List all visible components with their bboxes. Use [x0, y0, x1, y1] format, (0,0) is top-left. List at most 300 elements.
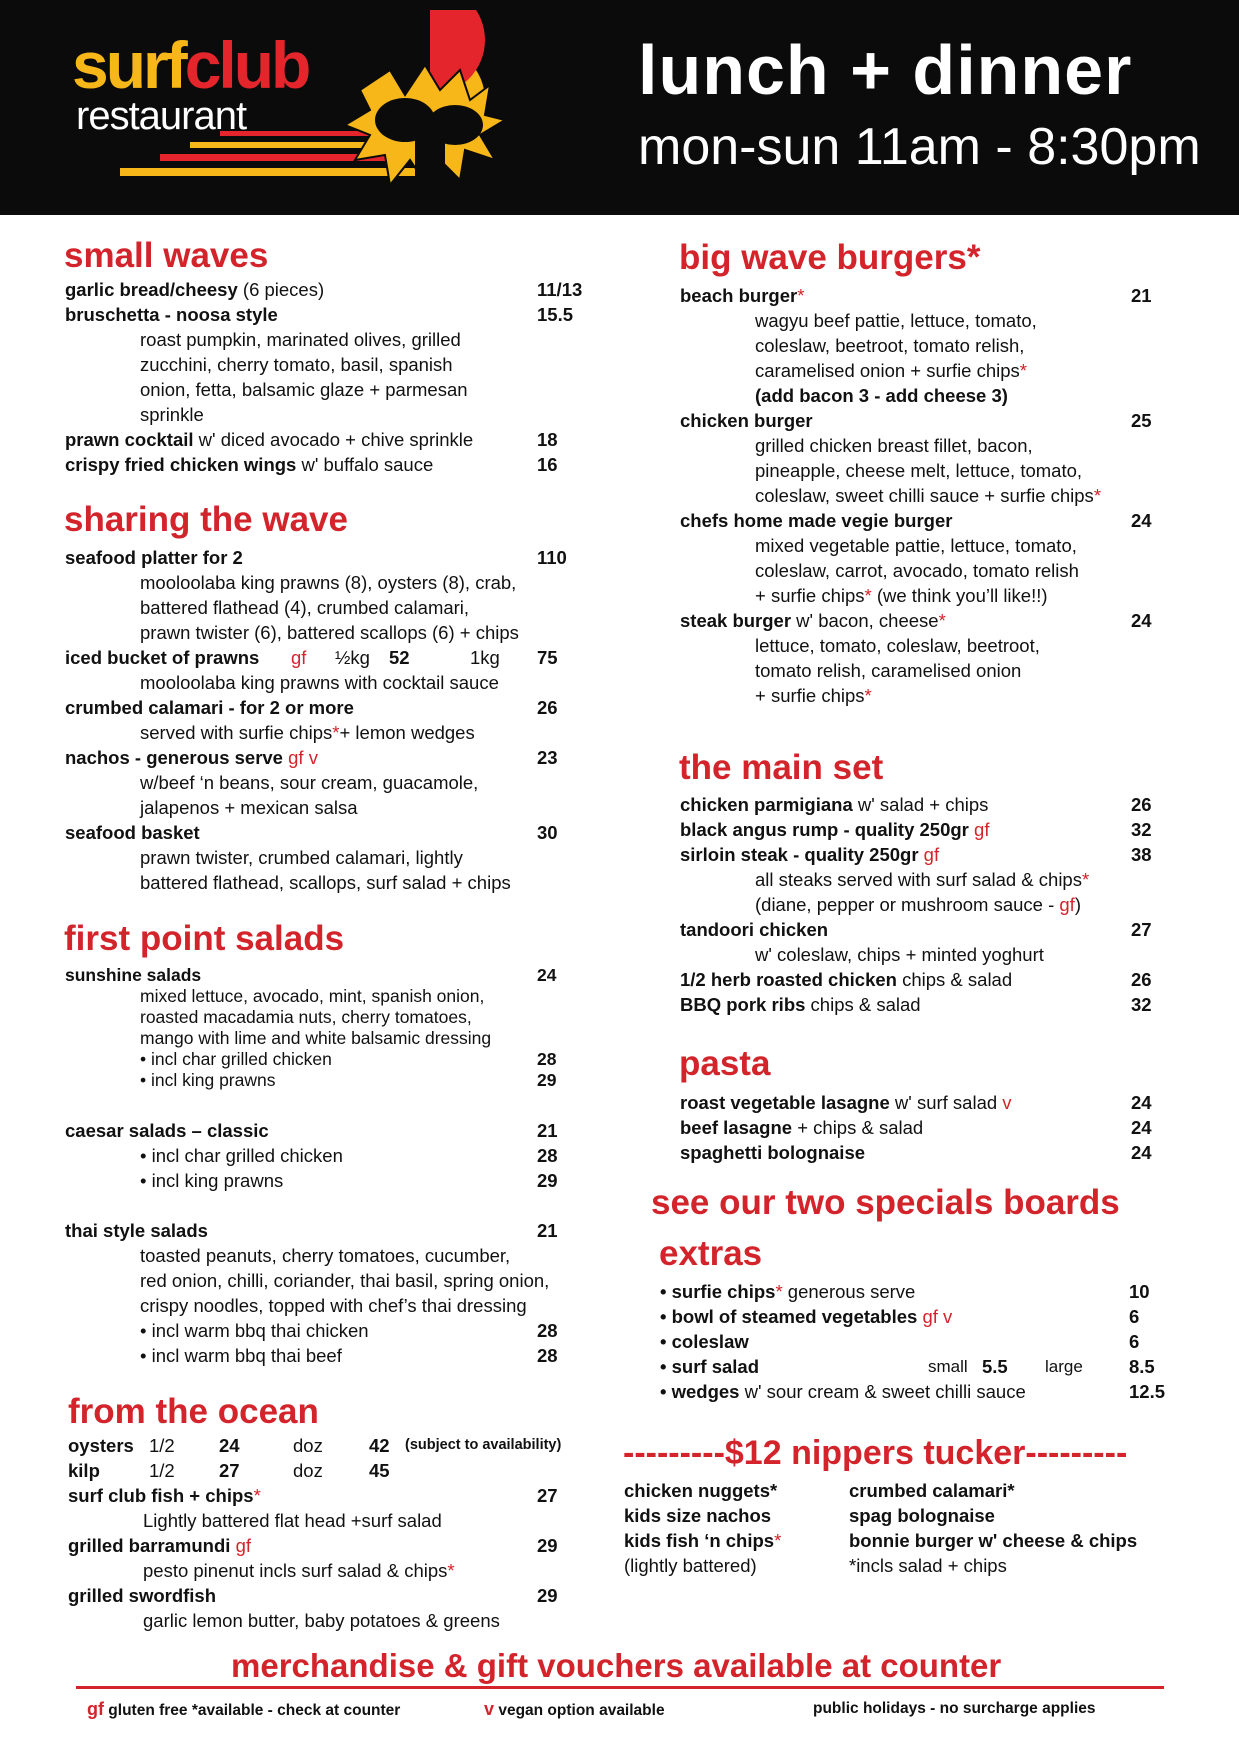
item-text: seafood basket [65, 822, 200, 843]
item-text: • wedges [660, 1381, 740, 1402]
item-cell: (subject to availability) [405, 1437, 562, 1453]
item-text: 1/2 herb roasted chicken [680, 969, 897, 990]
item-text: pineapple, cheese melt, lettuce, tomato, [755, 460, 1083, 481]
item-description [65, 845, 605, 870]
gluten-free-legend [87, 1698, 400, 1722]
item-cell: large [1045, 1357, 1083, 1376]
item-text: prawn twister, crumbed calamari, lightly [140, 847, 463, 868]
menu-item [65, 302, 605, 327]
item-description [680, 942, 1200, 967]
item-price: 24 [1131, 1092, 1152, 1113]
item-description [65, 377, 605, 402]
menu-item [680, 917, 1200, 942]
item-price: 27 [1131, 919, 1152, 940]
menu-item [680, 408, 1200, 433]
item-price: 29 [537, 1070, 557, 1090]
item-text: w' sour cream & sweet chilli sauce [739, 1381, 1026, 1402]
item-price: 6 [1129, 1306, 1140, 1327]
item-text: + lemon wedges [339, 722, 475, 743]
item-text: surf club fish + chips [68, 1485, 254, 1506]
menu-item [660, 1379, 1200, 1404]
item-description [65, 870, 605, 895]
item-cell: 24 [219, 1435, 240, 1456]
item-price: 23 [537, 747, 558, 768]
item-text: w' surf salad [889, 1092, 1003, 1113]
item-price: 21 [537, 1220, 558, 1241]
item-text: mixed vegetable pattie, lettuce, tomato, [755, 535, 1077, 556]
item-description [65, 1293, 605, 1318]
item-text: mooloolaba king prawns (8), oysters (8), crab, [140, 572, 517, 593]
dietary-mark: gf [235, 1535, 251, 1556]
item-price: 27 [537, 1485, 558, 1506]
item-price: 10 [1129, 1281, 1150, 1302]
section-caesar-salads [65, 1118, 605, 1193]
menu-item [680, 608, 1200, 633]
item-price: 28 [537, 1320, 558, 1341]
dietary-mark: gf v [922, 1306, 953, 1327]
item-text: coleslaw, beetroot, tomato relish, [755, 335, 1025, 356]
section-sharing-the-wave [65, 545, 605, 895]
item-text: roast vegetable lasagne [680, 1092, 890, 1113]
item-cell: 5.5 [982, 1356, 1008, 1377]
menu-item [680, 842, 1200, 867]
heading-small-waves: small waves [64, 236, 269, 275]
item-text: bonnie burger w' cheese & chips [849, 1530, 1138, 1551]
dietary-mark: * [1019, 360, 1027, 381]
item-text: nachos - generous serve [65, 747, 289, 768]
menu-item [660, 1279, 1200, 1304]
logo-club: club [184, 28, 309, 102]
item-text: crumbed calamari* [849, 1480, 1015, 1501]
item-description [680, 383, 1200, 408]
item-text: lettuce, tomato, coleslaw, beetroot, [755, 635, 1040, 656]
section-thai-salads [65, 1218, 605, 1368]
menu-item [65, 695, 605, 720]
item-price: 25 [1131, 410, 1152, 431]
item-text: w' diced avocado + chive sprinkle [193, 429, 474, 450]
nippers-left-list [624, 1478, 844, 1578]
item-description [65, 1070, 605, 1091]
item-text: + chips & salad [792, 1117, 924, 1138]
dietary-mark: v [1002, 1092, 1012, 1113]
menu-item [849, 1553, 1179, 1578]
heading-the-main-set: the main set [679, 748, 884, 787]
item-price: 32 [1131, 994, 1152, 1015]
item-text: garlic bread/cheesy [65, 279, 238, 300]
menu-item [849, 1503, 1179, 1528]
item-description [65, 1268, 605, 1293]
item-cell: 1/2 [149, 1460, 175, 1481]
item-description [65, 1343, 605, 1368]
item-text: • incl warm bbq thai beef [140, 1345, 342, 1366]
item-text: served with surfie chips [140, 722, 333, 743]
menu-item [65, 965, 605, 986]
item-description [680, 583, 1200, 608]
dietary-mark: * [938, 610, 946, 631]
item-description [65, 670, 605, 695]
item-text: tandoori chicken [680, 919, 829, 940]
item-text: (lightly battered) [624, 1555, 757, 1576]
item-description [65, 1318, 605, 1343]
item-description [680, 458, 1200, 483]
item-text: • incl warm bbq thai chicken [140, 1320, 369, 1341]
menu-item [65, 745, 605, 770]
item-description [680, 308, 1200, 333]
menu-item [65, 452, 605, 477]
menu-item-multi-price [68, 1458, 608, 1483]
item-text: • incl char grilled chicken [140, 1145, 343, 1166]
item-text: Lightly battered flat head +surf salad [143, 1510, 442, 1531]
item-price: 24 [1131, 610, 1152, 631]
item-text: thai style salads [65, 1220, 208, 1241]
menu-item-multi-price [65, 645, 605, 670]
item-price: 26 [1131, 794, 1152, 815]
section-sunshine-salads [65, 965, 605, 1091]
item-description [65, 770, 605, 795]
footer-divider [76, 1686, 1164, 1689]
item-price: 30 [537, 822, 558, 843]
gf-mark: gf [87, 1699, 104, 1719]
item-text: pesto pinenut incls surf salad & chips [143, 1560, 448, 1581]
item-text: chefs home made vegie burger [680, 510, 953, 531]
vegan-legend-text: vegan option available [494, 1702, 665, 1719]
heading-nippers-tucker: ---------$12 nippers tucker--------- [623, 1434, 1128, 1472]
heading-sharing-the-wave: sharing the wave [64, 500, 348, 539]
item-description [68, 1608, 608, 1633]
item-text: chicken parmigiana [680, 794, 853, 815]
menu-item [680, 967, 1200, 992]
item-text: battered flathead (4), crumbed calamari, [140, 597, 470, 618]
item-text: battered flathead, scallops, surf salad + chips [140, 872, 511, 893]
merchandise-notice: merchandise & gift vouchers available at counter [231, 1647, 1002, 1684]
item-cell: 1kg [470, 647, 500, 668]
item-text: onion, fetta, balsamic glaze + parmesan [140, 379, 468, 400]
item-text: w' salad + chips [852, 794, 989, 815]
item-description [65, 720, 605, 745]
item-description [65, 795, 605, 820]
item-description [680, 358, 1200, 383]
item-text: chicken burger [680, 410, 813, 431]
item-text: generous serve [782, 1281, 916, 1302]
item-description [680, 558, 1200, 583]
item-description [680, 533, 1200, 558]
heading-pasta: pasta [679, 1044, 771, 1083]
item-price: 21 [537, 1120, 558, 1141]
item-text: roast pumpkin, marinated olives, grilled [140, 329, 461, 350]
item-text: beef lasagne [680, 1117, 793, 1138]
dietary-mark: gf [1059, 894, 1075, 915]
item-description [680, 683, 1200, 708]
item-description [65, 620, 605, 645]
item-cell: iced bucket of prawns [65, 647, 260, 668]
menu-item [680, 992, 1200, 1017]
item-description [65, 570, 605, 595]
menu-item [65, 1118, 605, 1143]
item-text: BBQ pork ribs [680, 994, 806, 1015]
item-description [65, 595, 605, 620]
item-description [65, 327, 605, 352]
menu-item [65, 820, 605, 845]
section-small-waves [65, 277, 605, 477]
item-description [680, 333, 1200, 358]
section-burgers [680, 283, 1200, 708]
item-text: seafood platter for 2 [65, 547, 243, 568]
menu-item [68, 1533, 608, 1558]
item-price: 24 [1131, 1142, 1152, 1163]
menu-item [68, 1583, 608, 1608]
item-text: coleslaw, sweet chilli sauce + surfie chips [755, 485, 1094, 506]
item-description [65, 402, 605, 427]
item-description [65, 1049, 605, 1070]
section-pasta [680, 1090, 1200, 1165]
item-text: w' bacon, cheese [791, 610, 939, 631]
item-price: 24 [1131, 1117, 1152, 1138]
item-cell: 27 [219, 1460, 240, 1481]
dietary-mark: gf v [288, 747, 318, 768]
heading-extras: extras [659, 1234, 763, 1273]
item-text: crispy fried chicken wings [65, 454, 297, 475]
item-price: 28 [537, 1145, 558, 1166]
item-description [680, 867, 1200, 892]
dietary-mark: * [775, 1281, 783, 1302]
item-text: toasted peanuts, cherry tomatoes, cucumber, [140, 1245, 511, 1266]
menu-item [624, 1528, 844, 1553]
item-text: mixed lettuce, avocado, mint, spanish onion, [140, 986, 485, 1006]
item-cell: 52 [389, 647, 410, 668]
item-text: w' coleslaw, chips + minted yoghurt [755, 944, 1044, 965]
item-text: sunshine salads [65, 965, 202, 985]
opening-hours: mon-sun 11am - 8:30pm [638, 118, 1201, 176]
item-cell: 42 [369, 1435, 390, 1456]
item-text: (6 pieces) [237, 279, 325, 300]
menu-item [680, 1140, 1200, 1165]
item-price: 29 [537, 1535, 558, 1556]
item-description [65, 1007, 605, 1028]
item-text: sirloin steak - quality 250gr [680, 844, 924, 865]
item-description [68, 1508, 608, 1533]
menu-item [680, 283, 1200, 308]
section-extras [660, 1279, 1200, 1404]
item-price: 16 [537, 454, 558, 475]
section-main-set [680, 792, 1200, 1017]
menu-item [624, 1553, 844, 1578]
dietary-mark: gf [974, 819, 990, 840]
menu-item [65, 1218, 605, 1243]
item-description [680, 483, 1200, 508]
item-text: • surfie chips [660, 1281, 776, 1302]
item-text: chips & salad [805, 994, 921, 1015]
item-text: roasted macadamia nuts, cherry tomatoes, [140, 1007, 472, 1027]
dietary-mark: * [864, 685, 872, 706]
item-text: garlic lemon butter, baby potatoes & greens [143, 1610, 500, 1631]
heading-first-point-salads: first point salads [64, 919, 345, 958]
item-text: prawn cocktail [65, 429, 194, 450]
item-text: • incl char grilled chicken [140, 1049, 332, 1069]
item-description [65, 352, 605, 377]
item-description [65, 1243, 605, 1268]
item-text: zucchini, cherry tomato, basil, spanish [140, 354, 453, 375]
item-text: spaghetti bolognaise [680, 1142, 866, 1163]
item-description [680, 892, 1200, 917]
item-description [68, 1558, 608, 1583]
item-text: (add bacon 3 - add cheese 3) [755, 385, 1008, 406]
item-cell: small [928, 1357, 968, 1376]
item-text: ) [1074, 894, 1081, 915]
section-from-the-ocean [68, 1433, 608, 1633]
item-text: grilled swordfish [68, 1585, 217, 1606]
menu-item-multi-price [68, 1433, 608, 1458]
item-text: chips & salad [896, 969, 1013, 990]
item-price: 110 [537, 547, 567, 568]
item-text: • incl king prawns [140, 1070, 276, 1090]
item-text: caramelised onion + surfie chips [755, 360, 1020, 381]
menu-item [680, 792, 1200, 817]
menu-item [680, 508, 1200, 533]
item-price: 28 [537, 1049, 557, 1069]
item-text: grilled barramundi [68, 1535, 236, 1556]
item-text: kids size nachos [624, 1505, 772, 1526]
item-price: 24 [537, 965, 557, 985]
menu-item [660, 1304, 1200, 1329]
item-text: crumbed calamari - for 2 or more [65, 697, 354, 718]
item-price: 11/13 [537, 279, 583, 300]
menu-item [65, 545, 605, 570]
dietary-mark: * [1081, 869, 1090, 890]
item-text: wagyu beef pattie, lettuce, tomato, [755, 310, 1037, 331]
item-text: coleslaw, carrot, avocado, tomato relish [755, 560, 1079, 581]
item-price: 29 [537, 1585, 558, 1606]
item-text: (diane, pepper or mushroom sauce - [755, 894, 1060, 915]
logo-restaurant: restaurant [76, 94, 247, 138]
item-price: 12.5 [1129, 1381, 1166, 1402]
item-text: • bowl of steamed vegetables [660, 1306, 923, 1327]
item-price: 38 [1131, 844, 1152, 865]
item-price: 24 [1131, 510, 1152, 531]
menu-title: lunch + dinner [638, 31, 1133, 109]
dietary-mark: * [797, 285, 805, 306]
dietary-mark: gf [923, 844, 940, 865]
item-price: 28 [537, 1345, 558, 1366]
logo-surf: surf [72, 28, 185, 102]
dietary-mark: * [253, 1485, 261, 1506]
item-description [680, 633, 1200, 658]
dietary-mark: * [864, 585, 872, 606]
item-price: 6 [1129, 1331, 1140, 1352]
item-text: w' buffalo sauce [296, 454, 434, 475]
item-text: w/beef ‘n beans, sour cream, guacamole, [140, 772, 479, 793]
item-text: *incls salad + chips [849, 1555, 1007, 1576]
item-description [65, 986, 605, 1007]
menu-item [65, 427, 605, 452]
menu-item [65, 277, 605, 302]
item-text: + surfie chips [755, 685, 865, 706]
item-description [65, 1168, 605, 1193]
item-description [680, 433, 1200, 458]
item-cell: • surf salad [660, 1356, 760, 1377]
item-text: beach burger [680, 285, 798, 306]
item-text: tomato relish, caramelised onion [755, 660, 1022, 681]
item-text: spag bolognaise [849, 1505, 995, 1526]
dietary-mark: * [447, 1560, 455, 1581]
menu-item [680, 1115, 1200, 1140]
header-banner [0, 0, 1239, 215]
item-price: 29 [537, 1170, 558, 1191]
item-cell: oysters [68, 1435, 134, 1456]
menu-item [660, 1329, 1200, 1354]
item-price: 21 [1131, 285, 1152, 306]
vegan-legend [484, 1698, 665, 1722]
item-text: black angus rump - quality 250gr [680, 819, 975, 840]
item-description [680, 658, 1200, 683]
item-text: + surfie chips [755, 585, 865, 606]
item-text: mooloolaba king prawns with cocktail sauce [140, 672, 499, 693]
gf-legend-text: gluten free *available - check at counter [104, 1702, 401, 1719]
menu-item [849, 1478, 1179, 1503]
dietary-mark: * [774, 1530, 782, 1551]
item-text: chicken nuggets* [624, 1480, 778, 1501]
heading-big-wave-burgers: big wave burgers* [679, 238, 981, 277]
item-cell: 1/2 [149, 1435, 175, 1456]
item-price: 32 [1131, 819, 1152, 840]
nippers-right-list [849, 1478, 1179, 1578]
item-text: all steaks served with surf salad & chips [755, 869, 1082, 890]
item-cell: 75 [537, 647, 558, 668]
public-holidays-notice: public holidays - no surcharge applies [813, 1700, 1096, 1717]
dietary-mark: * [332, 722, 340, 743]
logo-wordmark [72, 28, 309, 102]
item-text: sprinkle [140, 404, 204, 425]
menu-item [68, 1483, 608, 1508]
menu-item-multi-price [660, 1354, 1200, 1379]
menu-item [849, 1528, 1179, 1553]
item-text: steak burger [680, 610, 792, 631]
item-cell: ½kg [335, 647, 370, 668]
item-cell: 8.5 [1129, 1356, 1155, 1377]
menu-item [680, 817, 1200, 842]
item-price: 26 [537, 697, 558, 718]
item-text: grilled chicken breast fillet, bacon, [755, 435, 1033, 456]
item-description [65, 1028, 605, 1049]
specials-boards-notice: see our two specials boards [651, 1183, 1120, 1222]
item-text: • coleslaw [660, 1331, 749, 1352]
item-text: • incl king prawns [140, 1170, 284, 1191]
item-cell: 45 [369, 1460, 390, 1481]
item-price: 15.5 [537, 304, 574, 325]
item-text: red onion, chilli, coriander, thai basil, spring onion, [140, 1270, 550, 1291]
item-price: 26 [1131, 969, 1152, 990]
item-cell: doz [293, 1435, 323, 1456]
item-text: (we think you’ll like!!) [871, 585, 1048, 606]
item-price: 18 [537, 429, 558, 450]
menu-item [680, 1090, 1200, 1115]
menu-item [624, 1478, 844, 1503]
item-text: prawn twister (6), battered scallops (6) + chips [140, 622, 519, 643]
item-text: caesar salads – classic [65, 1120, 269, 1141]
menu-item [624, 1503, 844, 1528]
item-cell: gf [291, 647, 307, 668]
item-cell: kilp [68, 1460, 100, 1481]
item-text: crispy noodles, topped with chef’s thai dressing [140, 1295, 527, 1316]
heading-from-the-ocean: from the ocean [68, 1392, 319, 1431]
surfclub-logo [60, 10, 560, 210]
dietary-mark: * [1093, 485, 1102, 506]
item-description [65, 1143, 605, 1168]
v-mark: v [484, 1699, 495, 1719]
item-cell: doz [293, 1460, 323, 1481]
item-text: bruschetta - noosa style [65, 304, 278, 325]
item-text: mango with lime and white balsamic dressing [140, 1028, 492, 1048]
item-text: kids fish ‘n chips [624, 1530, 775, 1551]
